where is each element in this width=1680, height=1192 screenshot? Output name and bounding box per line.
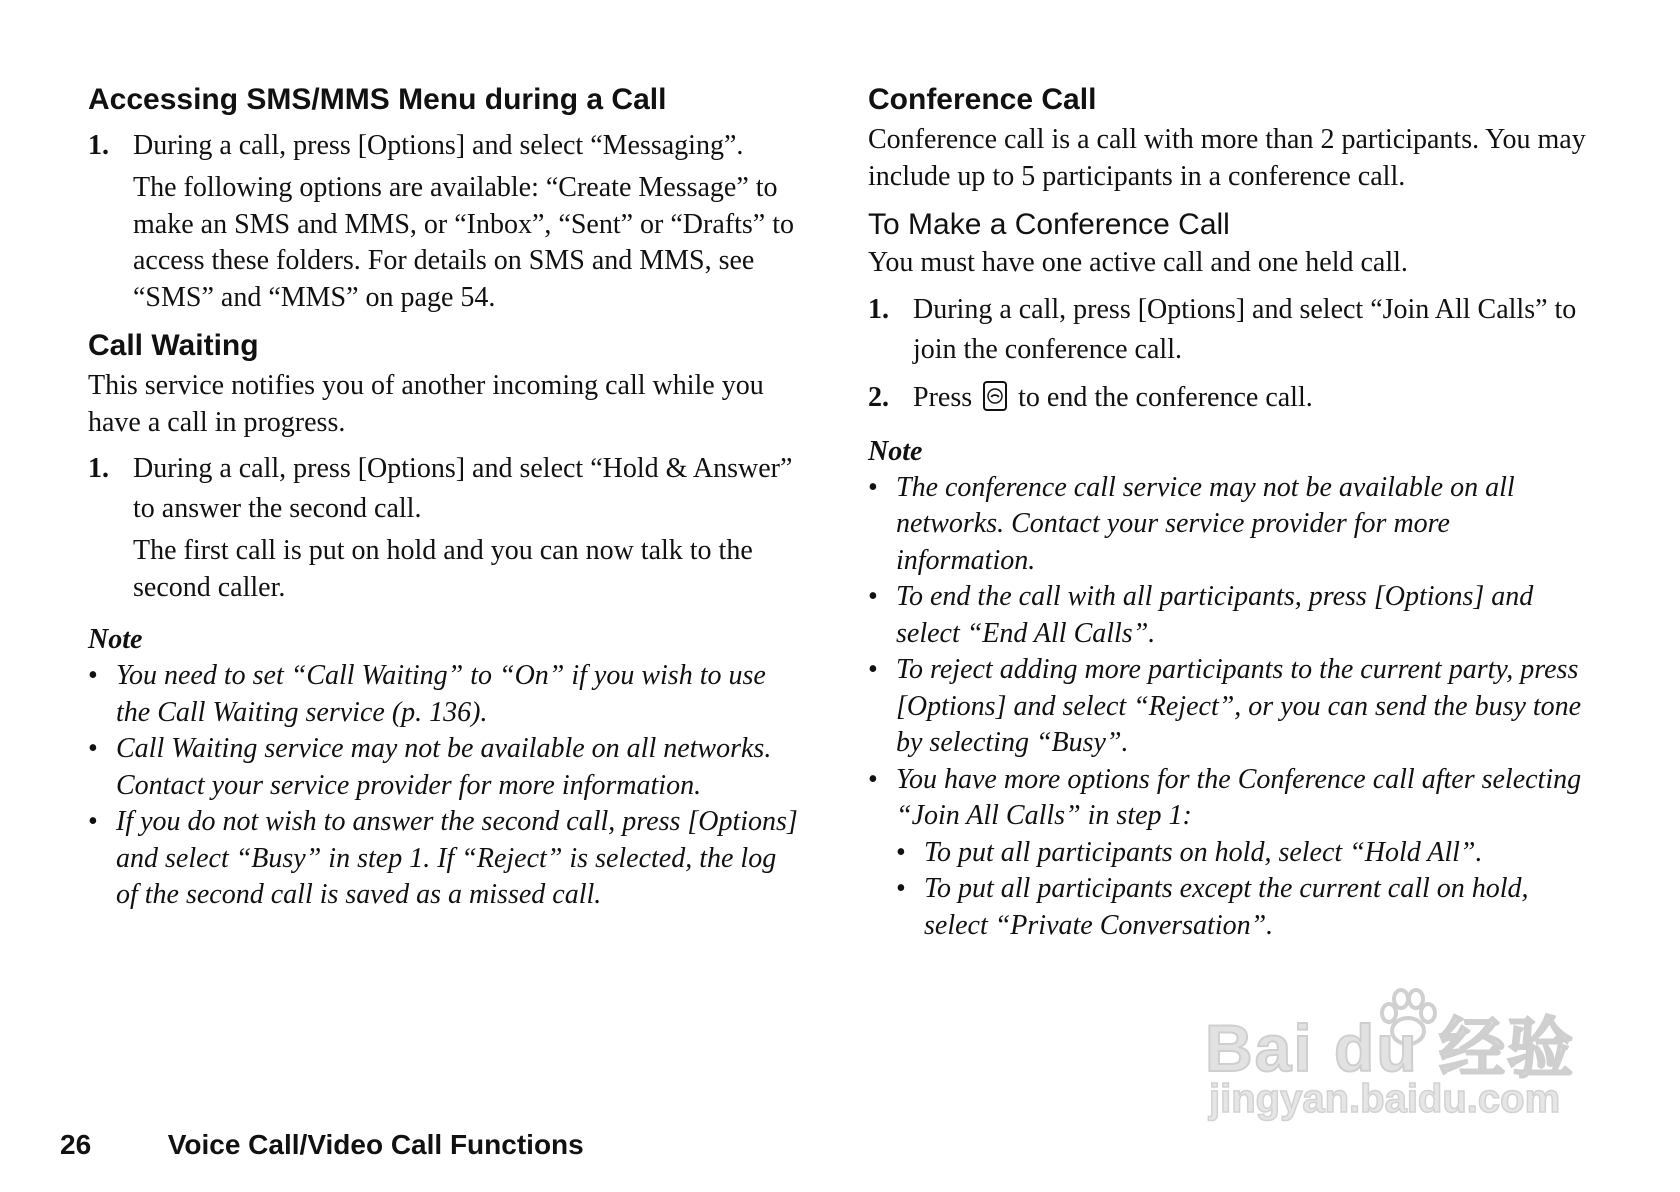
page-footer <box>60 1128 584 1162</box>
call-waiting-notes <box>88 658 798 914</box>
note-title: Note <box>88 624 143 655</box>
step-number: 2. <box>868 381 889 413</box>
page-number: 26 <box>60 1129 92 1160</box>
step-text: During a call, press [Options] and select “Hold & Answer” to answer the second call. <box>133 453 793 524</box>
step-text-after: to end the conference call. <box>1018 381 1313 413</box>
step-text <box>913 378 1588 418</box>
sms-mms-heading: Accessing SMS/MMS Menu during a Call <box>88 83 667 116</box>
right-column <box>868 82 1588 944</box>
watermark-url: jingyan.baidu.com <box>1209 1077 1561 1121</box>
call-waiting-step-1 <box>88 449 798 606</box>
conference-call-heading: Conference Call <box>868 83 1097 116</box>
step-text: During a call, press [Options] and select “Join All Calls” to join the conference call. <box>913 293 1577 365</box>
sms-step-1 <box>88 126 798 316</box>
step-detail: The following options are available: “Create Message” to make an SMS and MMS, or “Inbox”, “Sent” or “Drafts” to access these folders. For details on SMS and MMS, see “SMS” and “MMS” on page 54. <box>133 172 794 313</box>
footer-section-title: Voice Call/Video Call Functions <box>167 1129 584 1160</box>
left-column <box>88 82 798 914</box>
make-conference-intro: You must have one active call and one held call. <box>868 247 1408 278</box>
note-item-text: You have more options for the Conference call after selecting “Join All Calls” in step 1: <box>896 763 1582 831</box>
note-item: • The conference call service may not be available on all networks. Contact your service provider for more information. <box>868 470 1588 580</box>
step-text: During a call, press [Options] and select “Messaging”. <box>133 130 744 161</box>
make-conference-heading: To Make a Conference Call <box>868 208 1230 241</box>
conference-subnotes <box>896 835 1588 945</box>
note-item: • You need to set “Call Waiting” to “On” if you wish to use the Call Waiting service (p. 136). <box>88 658 798 731</box>
note-title: Note <box>868 435 923 467</box>
conference-call-intro: Conference call is a call with more than 2 participants. You may include up to 5 participants in a conference call. <box>868 124 1586 192</box>
paw-icon <box>1373 985 1443 1055</box>
step-detail: The first call is put on hold and you can now talk to the second caller. <box>133 535 753 603</box>
note-item: • To end the call with all participants, press [Options] and select “End All Calls”. <box>868 579 1588 652</box>
baidu-watermark <box>1205 985 1605 1135</box>
step-number: 1. <box>88 130 109 161</box>
step-text-before: Press <box>913 381 973 413</box>
conference-step-1 <box>868 290 1588 370</box>
call-waiting-intro: This service notifies you of another incoming call while you have a call in progress. <box>88 370 764 438</box>
note-item: • Call Waiting service may not be available on all networks. Contact your service provider for more information. <box>88 731 798 804</box>
subnote-item: • To put all participants on hold, select “Hold All”. <box>896 835 1588 872</box>
subnote-item: • To put all participants except the current call on hold, select “Private Conversation”. <box>896 871 1588 944</box>
note-item: • To reject adding more participants to the current party, press [Options] and select “Reject”, or you can send the busy tone by selecting “Busy”. <box>868 652 1588 762</box>
note-item <box>868 762 1588 945</box>
step-number: 1. <box>88 453 109 484</box>
watermark-brand: Bai du 经验 <box>1205 1011 1576 1085</box>
conference-notes <box>868 470 1588 945</box>
conference-step-2 <box>868 378 1588 418</box>
end-call-key-icon <box>983 381 1007 411</box>
call-waiting-heading: Call Waiting <box>88 329 259 362</box>
note-item: • If you do not wish to answer the second call, press [Options] and select “Busy” in step 1. If “Reject” is selected, the log of the second call is saved as a missed call. <box>88 804 798 914</box>
step-number: 1. <box>868 293 889 325</box>
